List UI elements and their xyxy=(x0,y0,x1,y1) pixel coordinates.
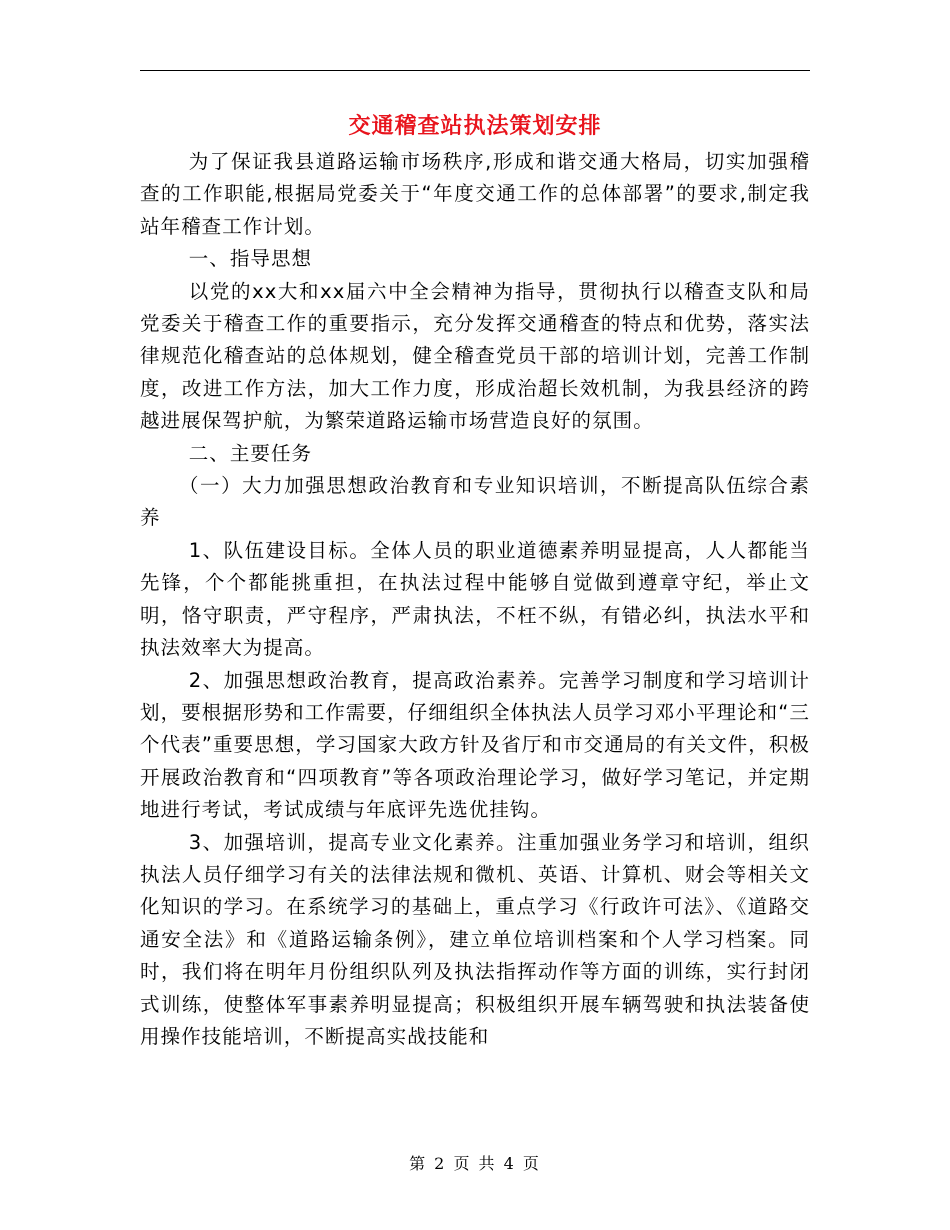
intro-paragraph: 为了保证我县道路运输市场秩序,形成和谐交通大格局，切实加强稽查的工作职能,根据局党委关于“年度交通工作的总体部署”的要求,制定我站年稽查工作计划。 xyxy=(140,150,810,238)
section-heading-guiding-ideology: 一、指导思想 xyxy=(188,247,313,271)
task-paragraph-3: 3、加强培训，提高专业文化素养。注重加强业务学习和培训，组织执法人员仔细学习有关的法律法规和微机、英语、计算机、财会等相关文化知识的学习。在系统学习的基础上，重点学习《行政许可法》、《道路交通安全法》和《道路运输条例》，建立单位培训档案和个人学习档案。同时，我们将在明年月份组织队列及执法指挥动作等方面的训练，实行封闭式训练，使整体军事素养明显提高；积极组织开展车辆驾驶和执法装备使用操作技能培训，不断提高实战技能和 xyxy=(140,830,810,1048)
page-number: 第 2 页 共 4 页 xyxy=(409,1154,541,1173)
section-heading-main-tasks: 二、主要任务 xyxy=(188,441,313,465)
task-paragraph-1: 1、队伍建设目标。全体人员的职业道德素养明显提高，人人都能当先锋，个个都能挑重担，在执法过程中能够自觉做到遵章守纪，举止文明，恪守职责，严守程序，严肃执法，不枉不纵，有错必纠，执法水平和执法效率大为提高。 xyxy=(140,538,810,660)
task-paragraph-2: 2、加强思想政治教育，提高政治素养。完善学习制度和学习培训计划，要根据形势和工作需要，仔细组织全体执法人员学习邓小平理论和“三个代表”重要思想，学习国家大政方针及省厅和市交通局的有关文件，积极开展政治教育和“四项教育”等各项政治理论学习，做好学习笔记，并定期地进行考试，考试成绩与年底评先选优挂钩。 xyxy=(140,668,810,822)
header-rule xyxy=(140,70,810,71)
document-body xyxy=(140,146,810,1053)
subsection-heading-training: （一）大力加强思想政治教育和专业知识培训，不断提高队伍综合素养 xyxy=(140,474,810,530)
guiding-ideology-paragraph: 以党的xx大和xx届六中全会精神为指导，贯彻执行以稽查支队和局党委关于稽查工作的重要指示，充分发挥交通稽查的特点和优势，落实法律规范化稽查站的总体规划，健全稽查党员干部的培训计划，完善工作制度，改进工作方法，加大工作力度，形成治超长效机制，为我县经济的跨越进展保驾护航，为繁荣道路运输市场营造良好的氛围。 xyxy=(140,279,810,433)
document-title: 交通稽查站执法策划安排 xyxy=(348,113,602,139)
